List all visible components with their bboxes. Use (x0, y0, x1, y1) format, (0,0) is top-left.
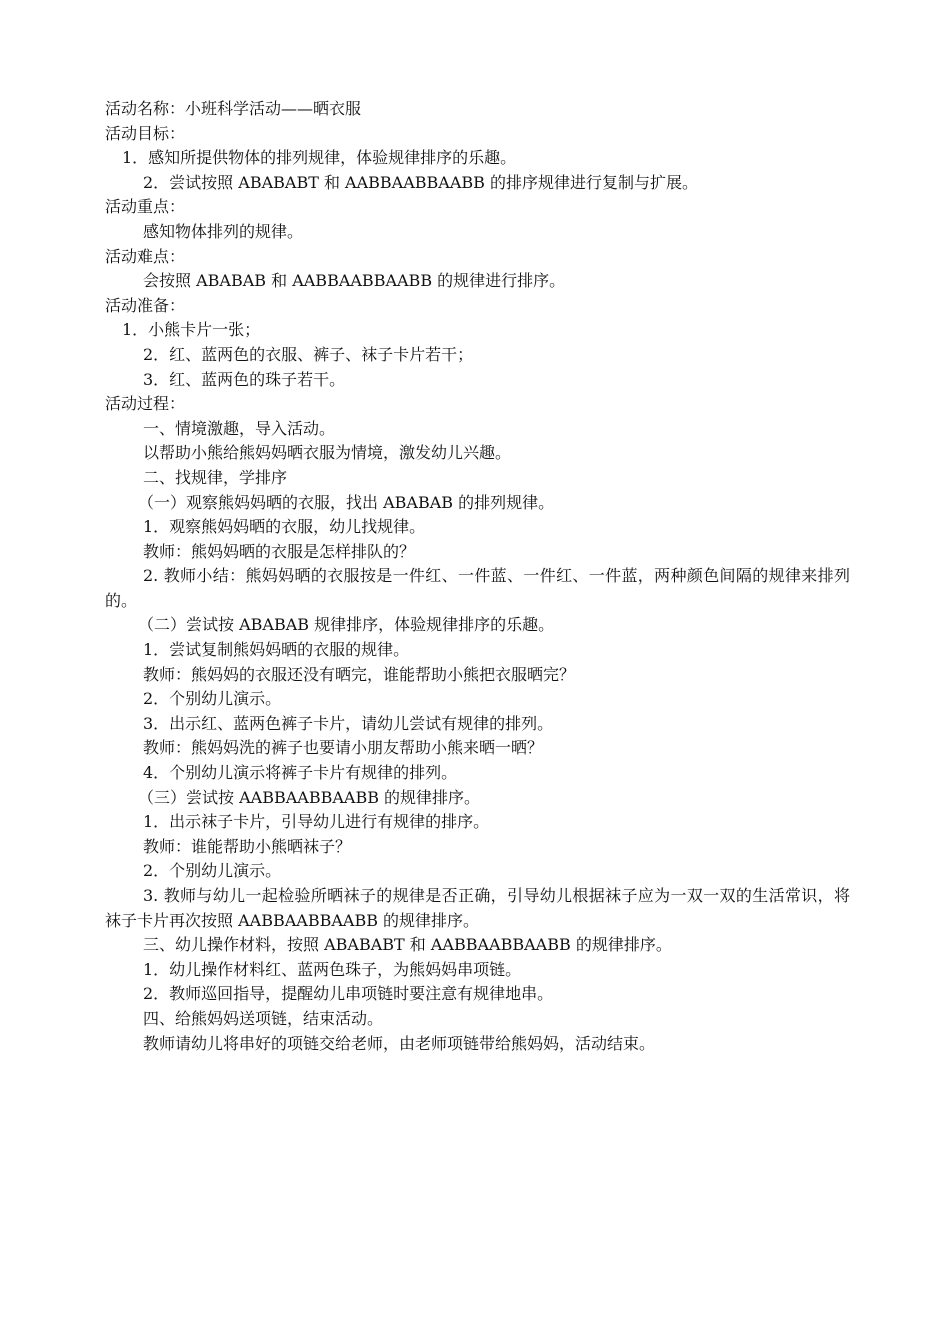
text-line: 2．教师巡回指导，提醒幼儿串项链时要注意有规律地串。 (143, 984, 554, 1004)
text-line: 三、幼儿操作材料，按照 ABABABT 和 AABBAABBAABB 的规律排序。 (143, 935, 672, 955)
text-line: 1．幼儿操作材料红、蓝两色珠子，为熊妈妈串项链。 (143, 959, 522, 979)
text-line: 活动重点： (105, 197, 186, 217)
text-line: （二）尝试按 ABABAB 规律排序，体验规律排序的乐趣。 (138, 615, 555, 635)
text-line: 以帮助小熊给熊妈妈晒衣服为情境，激发幼儿兴趣。 (143, 443, 512, 463)
text-line: 3．出示红、蓝两色裤子卡片，请幼儿尝试有规律的排列。 (143, 713, 554, 733)
text-line: 3．红、蓝两色的珠子若干。 (143, 369, 346, 389)
text-line: （三）尝试按 AABBAABBAABB 的规律排序。 (138, 787, 481, 807)
text-line: 活动准备： (105, 295, 186, 315)
text-line: 教师：谁能帮助小熊晒袜子？ (143, 836, 352, 856)
text-line: 教师：熊妈妈的衣服还没有晒完，谁能帮助小熊把衣服晒完？ (143, 664, 576, 684)
text-line: （一）观察熊妈妈晒的衣服，找出 ABABAB 的排列规律。 (138, 492, 555, 512)
text-line: 2. 教师小结：熊妈妈晒的衣服按是一件红、一件蓝、一件红、一件蓝，两种颜色间隔的规律来排列的。 (105, 566, 850, 610)
text-line: 1．小熊卡片一张； (122, 320, 261, 340)
text-line: 教师：熊妈妈洗的裤子也要请小朋友帮助小熊来晒一晒？ (143, 738, 544, 758)
text-line: 一、情境激趣，导入活动。 (143, 418, 336, 438)
text-line: 教师：熊妈妈晒的衣服是怎样排队的？ (143, 541, 416, 561)
text-line: 1．感知所提供物体的排列规律，体验规律排序的乐趣。 (122, 148, 517, 168)
text-line: 4．个别幼儿演示将裤子卡片有规律的排列。 (143, 763, 458, 783)
text-line: 教师请幼儿将串好的项链交给老师，由老师项链带给熊妈妈，活动结束。 (143, 1033, 656, 1053)
text-line: 感知物体排列的规律。 (143, 221, 304, 241)
text-line: 2．红、蓝两色的衣服、裤子、袜子卡片若干； (143, 344, 474, 364)
text-line: 3. 教师与幼儿一起检验所晒袜子的规律是否正确，引导幼儿根据袜子应为一双一双的生活常识，将袜子卡片再次按照 AABBAABBAABB 的规律排序。 (105, 886, 850, 930)
document-body (105, 97, 850, 1056)
text-line: 活动名称：小班科学活动——晒衣服 (105, 99, 362, 118)
text-line: 四、给熊妈妈送项链，结束活动。 (143, 1008, 384, 1028)
text-line: 1．观察熊妈妈晒的衣服，幼儿找规律。 (143, 517, 426, 537)
text-line: 会按照 ABABAB 和 AABBAABBAABB 的规律进行排序。 (143, 271, 566, 291)
text-line: 1．出示袜子卡片，引导幼儿进行有规律的排序。 (143, 812, 490, 832)
text-line: 活动目标： (105, 123, 186, 143)
text-line: 活动难点： (105, 246, 186, 266)
text-line: 活动过程： (105, 394, 186, 414)
text-line: 二、找规律，学排序 (143, 467, 288, 487)
text-line: 2．尝试按照 ABABABT 和 AABBAABBAABB 的排序规律进行复制与扩展。 (143, 172, 699, 192)
text-line: 2．个别幼儿演示。 (143, 689, 282, 709)
text-line: 2．个别幼儿演示。 (143, 861, 282, 881)
text-line: 1．尝试复制熊妈妈晒的衣服的规律。 (143, 640, 410, 660)
